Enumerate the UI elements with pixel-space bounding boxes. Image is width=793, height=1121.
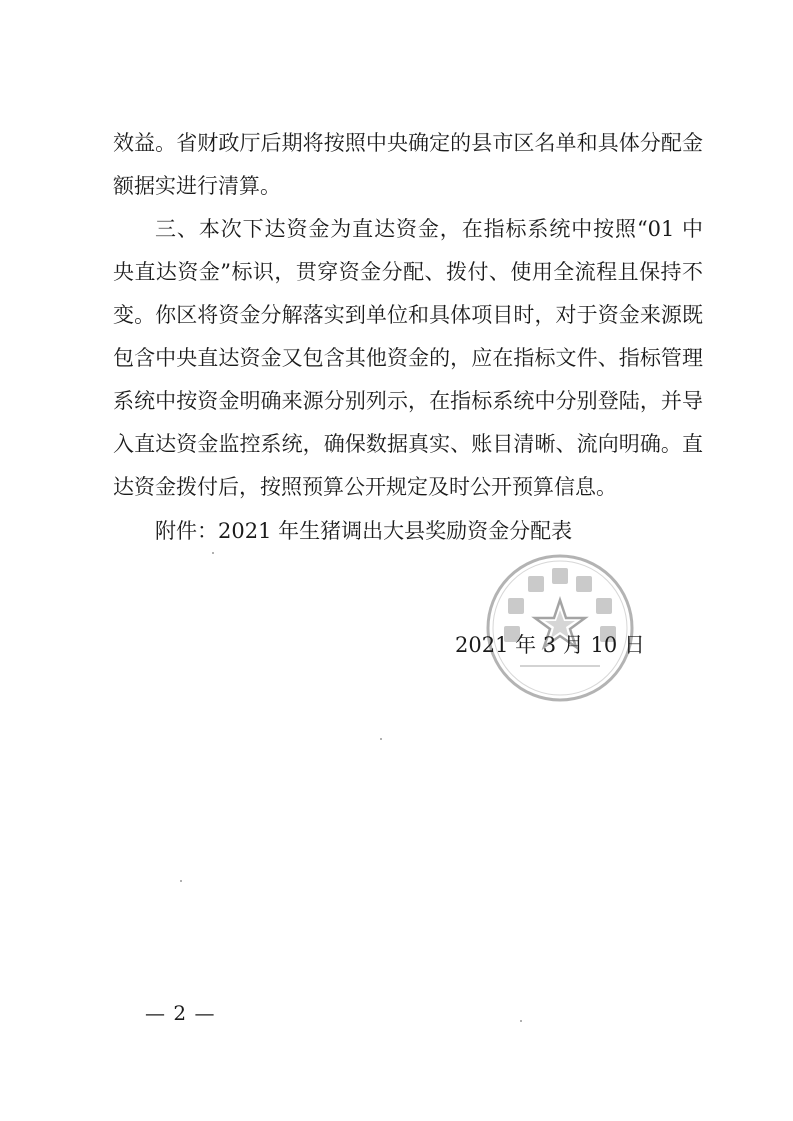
attachment-line: 附件：2021 年生猪调出大县奖励资金分配表 [155,519,573,543]
paragraph-2-line-6: 入直达资金监控系统，确保数据真实、账目清晰、流向明确。直 [113,432,703,456]
official-seal-icon [480,548,640,708]
paragraph-2-line-2: 央直达资金”标识，贯穿资金分配、拨付、使用全流程且保持不 [113,260,703,284]
paragraph-2-line-3: 变。你区将资金分解落实到单位和具体项目时，对于资金来源既 [113,303,703,327]
paragraph-2-line-4: 包含中央直达资金又包含其他资金的，应在指标文件、指标管理 [113,346,703,370]
scan-speck [520,1020,522,1022]
paragraph-2-line-7: 达资金拨付后，按照预算公开规定及时公开预算信息。 [113,475,617,499]
paragraph-2-line-5: 系统中按资金明确来源分别列示，在指标系统中分别登陆，并导 [113,389,703,413]
paragraph-1-line-1: 效益。省财政厅后期将按照中央确定的县市区名单和具体分配金 [113,131,703,155]
issue-date: 2021 年 3 月 10 日 [455,633,645,657]
scan-speck [380,738,382,740]
scan-speck [180,880,182,882]
paragraph-2-line-1: 三、本次下达资金为直达资金，在指标系统中按照“01 中 [155,217,703,241]
page-number: — 2 — [145,1001,216,1025]
paragraph-1-line-2: 额据实进行清算。 [113,174,281,198]
scan-speck [212,552,214,554]
